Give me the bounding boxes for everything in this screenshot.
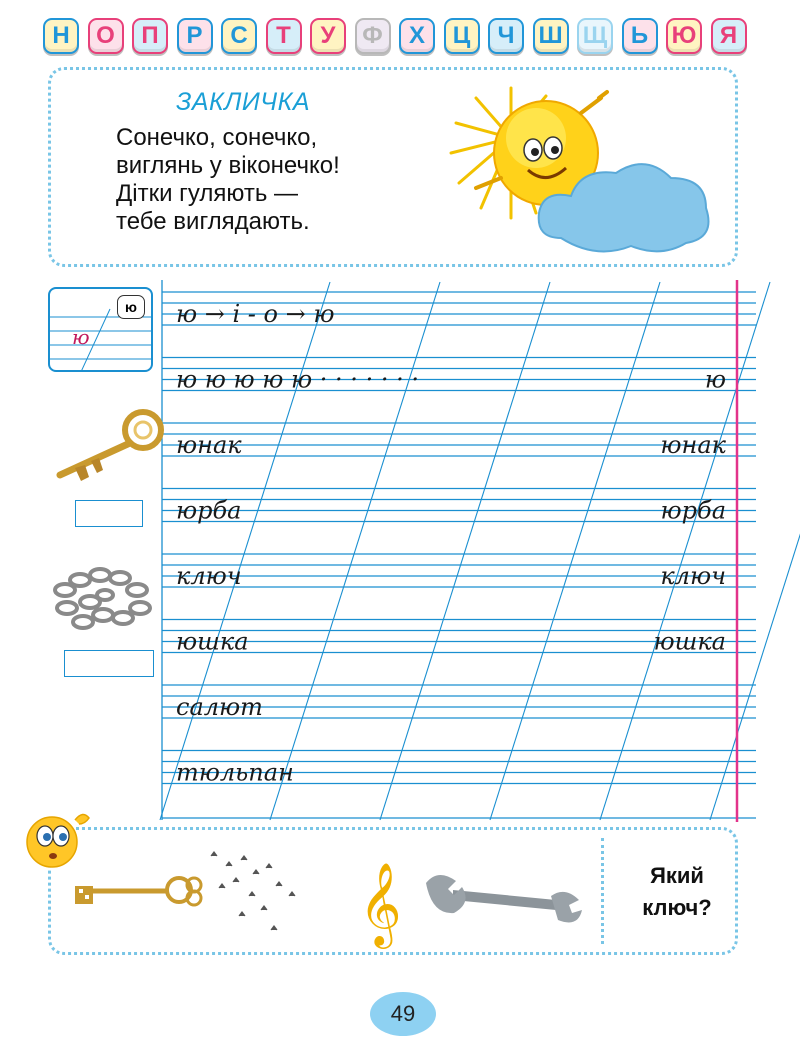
writing-row-1: ю → і - о → ю xyxy=(176,300,335,328)
key-icon xyxy=(45,405,165,490)
answer-box-key[interactable] xyxy=(75,500,143,527)
puzzle-panel xyxy=(48,827,738,955)
alphabet-tile-16: Я xyxy=(711,18,747,54)
sample-script-letter: ю xyxy=(72,325,90,349)
puzzle-question xyxy=(623,860,731,924)
alphabet-tile-15: Ю xyxy=(666,18,702,54)
alphabet-tile-1: Н xyxy=(43,18,79,54)
writing-row-2-end: ю xyxy=(704,365,726,394)
alphabet-tile-8: Ф xyxy=(355,18,391,54)
writing-row-6-end: юшка xyxy=(653,627,726,656)
rhyme-line-3: Дітки гуляють — xyxy=(116,180,299,207)
answer-box-chain[interactable] xyxy=(64,650,154,677)
alphabet-tile-7: У xyxy=(310,18,346,54)
ornate-key-icon xyxy=(75,878,201,905)
alphabet-tile-5: С xyxy=(221,18,257,54)
alphabet-tile-12: Ш xyxy=(533,18,569,54)
sample-letter-badge: ю xyxy=(117,295,145,319)
writing-row-3-end: юнак xyxy=(660,431,726,459)
alphabet-tile-11: Ч xyxy=(488,18,524,54)
rhyme-title: ЗАКЛИЧКА xyxy=(176,88,311,116)
alphabet-tile-13: Щ xyxy=(577,18,613,54)
rhyme-line-4: тебе виглядають. xyxy=(116,208,310,235)
wrench-icon xyxy=(426,875,582,922)
sun-cloud-illustration xyxy=(431,78,731,263)
alphabet-tile-10: Ц xyxy=(444,18,480,54)
alphabet-tile-4: Р xyxy=(177,18,213,54)
treble-clef-icon: 𝄞 xyxy=(359,861,402,945)
birds-icon xyxy=(211,852,295,930)
alphabet-tile-9: Х xyxy=(399,18,435,54)
writing-row-3: юнак xyxy=(176,431,242,459)
alphabet-tile-14: Ь xyxy=(622,18,658,54)
sample-letter-box xyxy=(48,287,153,372)
page-number: 49 xyxy=(370,992,436,1036)
alphabet-tile-3: П xyxy=(132,18,168,54)
writing-row-2: ю ю ю ю ю · · · · · · · xyxy=(176,365,419,394)
writing-row-5: ключ xyxy=(176,562,242,590)
thinking-emoji-icon xyxy=(20,806,94,870)
writing-row-5-end: ключ xyxy=(660,562,726,590)
writing-row-6: юшка xyxy=(176,627,249,656)
writing-row-7: салют xyxy=(176,693,263,721)
puzzle-question-line1: Який xyxy=(650,863,704,888)
rhyme-line-1: Сонечко, сонечко, xyxy=(116,124,318,151)
chain-icon xyxy=(45,560,160,640)
writing-row-8: тюльпан xyxy=(176,758,294,787)
puzzle-question-line2: ключ? xyxy=(642,895,712,920)
puzzle-images xyxy=(61,838,601,953)
alphabet-strip xyxy=(43,14,755,58)
writing-row-4: юрба xyxy=(176,496,242,525)
puzzle-divider xyxy=(601,838,604,944)
alphabet-tile-6: Т xyxy=(266,18,302,54)
rhyme-line-2: виглянь у віконечко! xyxy=(116,152,340,179)
alphabet-tile-2: О xyxy=(88,18,124,54)
rhyme-panel xyxy=(48,67,738,267)
writing-row-4-end: юрба xyxy=(660,496,726,525)
